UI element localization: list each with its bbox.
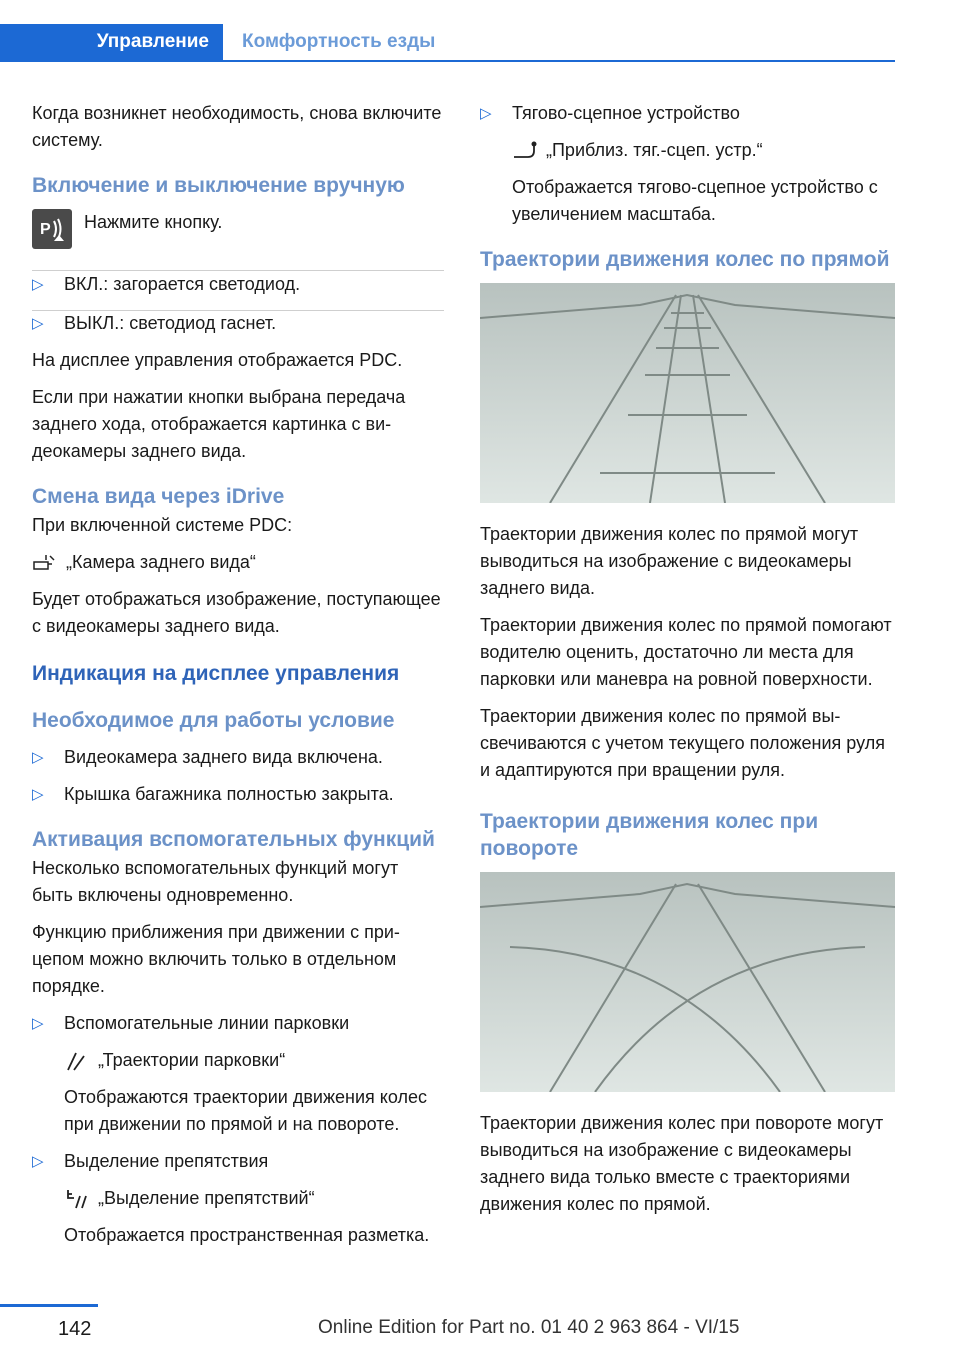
bullet-text: ВКЛ.: загорается светодиод. [64,274,301,294]
bullet-text: Вспомогательные линии парковки [64,1013,350,1033]
bullet-triangle-icon: ▷ [32,1015,44,1032]
left-column [32,100,444,1259]
svg-text:P: P [40,221,51,238]
bullet-triangle-icon: ▷ [32,276,44,293]
bullet-triangle-icon: ▷ [32,749,44,766]
paragraph: Функцию приближения при движении с прицепом можно включить только в отдельном порядке. [32,922,400,996]
paragraph: Траектории движения колес по прямой помогают водителю оценить, достаточно ли места для парковки или маневра на ровной поверхности. [480,615,892,689]
pdc-button-icon [32,209,72,249]
paragraph: Несколько вспомогательных функций могут быть включены одновременно. [32,858,399,905]
paragraph: На дисплее управления отображается PDC. [32,350,403,370]
press-text: Нажмите кнопку. [84,212,223,232]
header-bar [0,0,895,62]
bullet-triangle-icon: ▷ [480,105,492,122]
tow-menu-label: „Приблиз. тяг.-сцеп. устр.“ [546,140,763,160]
footer-rule [0,1304,98,1307]
page-number: 142 [58,1318,92,1340]
paragraph: Траектории движения колес по прямой высвечиваются с учетом текущего положения руля и адаптируются при вращении руля. [480,706,885,780]
rear-camera-icon [32,552,58,574]
parking-lines-icon [64,1050,90,1072]
heading-aux: Активация вспомогательных функций [32,828,435,851]
header-rule [0,60,895,62]
heading-idrive: Смена вида через iDrive [32,485,285,508]
straight-trajectory-image [480,283,895,503]
obstacles-menu-label: „Выделение препятствий“ [98,1188,315,1208]
bullet-triangle-icon: ▷ [32,315,44,332]
bullet-triangle-icon: ▷ [32,1153,44,1170]
bullet-text: Крышка багажника полностью закрыта. [64,784,394,804]
paragraph: Если при нажатии кнопки выбрана передача заднего хода, отображается картинка с видеокамеры заднего вида. [32,387,406,461]
bullet-text: ВЫКЛ.: светодиод гаснет. [64,313,277,333]
lines-menu-label: „Траектории парковки“ [98,1050,286,1070]
paragraph: Когда возникнет необходимость, снова включите систему. [32,103,442,150]
heading-manual: Включение и выключение вручную [32,174,405,197]
paragraph: Будет отображаться изображение, поступающее с видеокамеры заднего вида. [32,589,441,636]
heading-display: Индикация на дисплее управления [32,662,400,685]
bullet-text: Выделение препятствия [64,1151,269,1171]
bullet-triangle-icon: ▷ [32,786,44,803]
tab-upravlenie[interactable]: Управление [0,24,223,60]
camera-menu-label: „Камера заднего вида“ [66,552,256,572]
tow-hitch-icon [512,140,538,162]
heading-condition: Необходимое для работы условие [32,709,395,732]
paragraph: Отображаются траектории движения колес при движении по прямой и на повороте. [64,1087,427,1134]
paragraph: Траектории движения колес при повороте могут выводиться на изображение с видеокамеры заднего вида только вместе с траекториями движения колес по прямой. [480,1113,884,1214]
paragraph: При включенной системе PDC: [32,515,293,535]
paragraph: Отображается тягово-сцепное устройство с увеличением масштаба. [512,177,878,224]
paragraph: Траектории движения колес по прямой могут выводиться на изображение с видеокамеры заднего вида. [480,524,859,598]
bullet-text: Видеокамера заднего вида включена. [64,747,383,767]
heading-turn: Траектории движения колес при повороте [480,810,819,860]
right-column [480,100,898,1228]
heading-straight: Траектории движения колес по прямой [480,248,890,271]
bullet-text: Тягово-сцепное устройство [512,103,740,123]
obstacle-marking-icon [64,1188,90,1210]
tab-komfort[interactable]: Комфортность езды [242,31,436,52]
edition-text: Online Edition for Part no. 01 40 2 963 864 - VI/15 [318,1317,740,1338]
paragraph: Отображается пространственная разметка. [64,1225,430,1245]
turn-trajectory-image [480,872,895,1092]
